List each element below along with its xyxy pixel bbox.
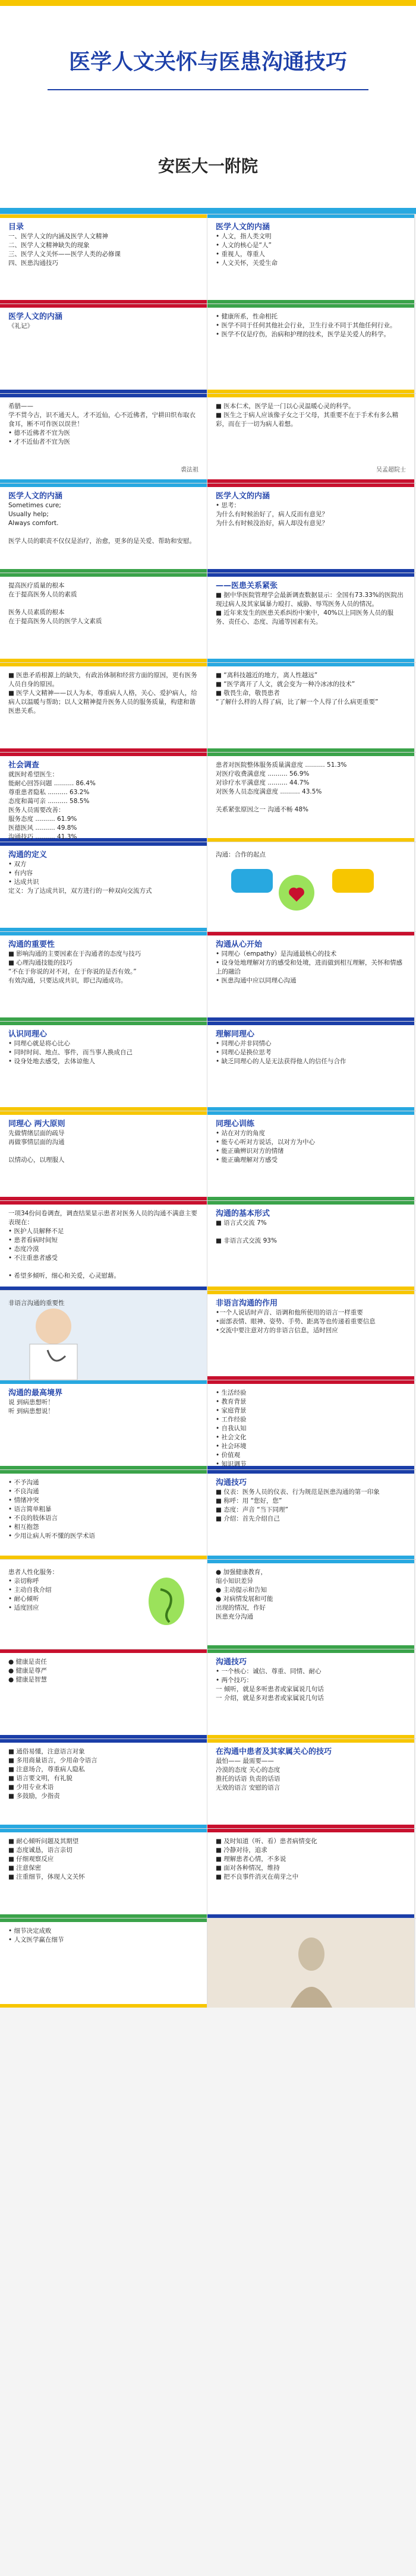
slide-thumbnail[interactable]: [207, 1380, 415, 1469]
slide-row: [0, 1200, 416, 1290]
slide-thumbnail[interactable]: [0, 753, 207, 842]
slide-accent-bar: [207, 1556, 414, 1559]
slide-body: • 不予沟通 • 不良沟通 • 情绪冲突 • 语言简单粗暴 • 不良的肢体语言 • 相互抱怨 • 少用让病人听不懂的医学术语: [8, 1479, 96, 1540]
slide-thumbnail[interactable]: [0, 842, 207, 931]
slide-row: [0, 1021, 416, 1111]
slide-thumbnail[interactable]: [0, 304, 207, 393]
slide-thumbnail[interactable]: [207, 1560, 415, 1649]
page-title: 医学人文关怀与医患沟通技巧: [68, 50, 347, 74]
slide-body: • 细节决定成败 • 人文医学赢在细节: [8, 1927, 64, 1943]
slide-accent-bar: [0, 569, 207, 573]
slide-accent-bar: [207, 1380, 414, 1384]
slide-row: [0, 842, 416, 931]
slide-accent-bar: [0, 753, 207, 756]
slide-accent-bar: [0, 1735, 207, 1739]
slide-body: ■ 耐心倾听问题及其期望 ■ 态度诚恳，语言亲切 ■ 仔细观察反应 ■ 注意保密 ■ 注重细节，体现人文关怀: [8, 1838, 85, 1880]
slide-body: 一项34份问卷调查，调查结果显示患者对医务人员的沟通不满意主要表现在： • 医护人员解释不足 • 患者看病时间短 • 态度冷漠 • 不注重患者感受 • 希望多倾听，细心和关爱，心灵慰藉。: [8, 1210, 197, 1279]
slide-accent-bar: [207, 748, 414, 752]
accent-bar: [0, 208, 416, 214]
slide-thumbnail[interactable]: [0, 1380, 207, 1469]
slide-thumbnail[interactable]: [207, 1470, 415, 1559]
slide-thumbnail[interactable]: [0, 1649, 207, 1739]
slide-row: [0, 752, 416, 842]
slide-body: • 生活经验 • 教育背景 • 家庭背景 • 工作经验 • 自我认知 • 社会文化 • 社会环境 • 价值观 • 知识调节: [216, 1389, 247, 1468]
slide-row: [0, 1649, 416, 1739]
slide-accent-bar: [0, 1380, 207, 1384]
slide-body: 患者对医院整体服务质量满意度 .......... 51.3% 对医疗收费满意度 .......... 56.9% 对诊疗水平满意度 .......... 44.7% 对医务人员态度满意度 .......... 43.5% 关系紧张原因之一 沟通不畅 48%: [216, 761, 347, 813]
slide-accent-bar: [0, 1197, 207, 1200]
slide-accent-bar: [0, 394, 207, 397]
slide-accent-bar: [0, 842, 207, 846]
slide-row: [0, 1380, 416, 1469]
slide-thumbnail[interactable]: [0, 214, 207, 304]
slide-accent-bar: [207, 1017, 414, 1021]
slide-title: 医学人文的内涵: [8, 492, 63, 501]
slide-accent-bar: [0, 1556, 207, 1559]
slide-accent-bar: [207, 300, 414, 304]
slide-thumbnail[interactable]: [0, 1470, 207, 1559]
slide-thumbnail[interactable]: [0, 394, 207, 483]
title-slide: [0, 0, 416, 214]
page-subtitle: 安医大一附院: [157, 156, 258, 176]
slide-accent-bar: [0, 573, 207, 577]
slide-accent-bar: [207, 1825, 414, 1828]
slide-accent-bar: [0, 932, 207, 935]
slide-body: •一个人说话时声音、语调和他所使用的语言一样重要 •面部表情、眼神、姿势、手势、距离等也传递着重要信息 •交流中要注意对方的非语言信息，适时回应: [216, 1309, 376, 1334]
slide-title: 同理心训练: [216, 1120, 255, 1129]
slide-row: [0, 1290, 416, 1380]
slide-accent-bar: [207, 1739, 414, 1743]
slide-accent-bar: [0, 1107, 207, 1111]
slide-row: [0, 393, 416, 483]
slide-accent-bar: [0, 1918, 207, 1922]
slide-thumbnail[interactable]: [0, 573, 207, 662]
slide-thumbnail[interactable]: [207, 1022, 415, 1111]
slide-thumbnail[interactable]: [207, 842, 415, 931]
slide-thumbnail[interactable]: [207, 932, 415, 1021]
slide-thumbnail[interactable]: [207, 1739, 415, 1828]
slide-accent-bar: [207, 1560, 414, 1563]
slide-title: 沟通的最高境界: [8, 1389, 63, 1398]
slide-accent-bar: [207, 1197, 414, 1200]
slide-title: 社会调查: [8, 761, 40, 770]
slide-accent-bar: [207, 1470, 414, 1474]
slide-title: 沟通的基本形式: [216, 1209, 270, 1218]
slide-row: [0, 483, 416, 573]
slide-accent-bar: [207, 663, 414, 666]
slide-accent-bar: [0, 1111, 207, 1115]
slide-accent-bar: [207, 1914, 414, 1918]
slide-accent-bar: [207, 479, 414, 483]
slide-accent-bar: [207, 1645, 414, 1649]
slide-accent-bar: [0, 390, 207, 393]
slide-accent-bar: [0, 1829, 207, 1832]
slide-body: ■ 语言式交流 7% ■ 非语言式交流 93%: [216, 1219, 277, 1244]
slide-title: 医学人文的内涵: [8, 312, 63, 321]
slide-body: • 一个核心：诚信、尊重、同情、耐心 • 两个技巧： 一 倾听，就是多听患者或家属说几句话 一 介绍，就是多对患者或家属说几句话: [216, 1668, 324, 1702]
slide-body: Sometimes cure; Usually help; Always comfort. 医学人员的职责不仅仅是治疗，治愈，更多的是关爱、帮助和安慰。: [8, 502, 196, 545]
slide-body: ■ 及时知道（听、看）患者病情变化 ■ 冷静对待，追求 ■ 理解患者心情，不多说 ■ 面对各种情况，维持 ■ 把不良事件消灭在萌芽之中: [216, 1838, 317, 1880]
slide-accent-bar: [207, 932, 414, 935]
slide-row: [0, 662, 416, 752]
slide-body: ■ 仪表：医务人员的仪表、行为规范是医患沟通的第一印象 ■ 称呼：用 “您好，您” ■ 态度：声音 “当下同理” ■ 介绍：首先介绍自己: [216, 1488, 380, 1522]
slide-body: • 思考： 为什么有时候治好了，病人反而有意见？ 为什么有时候没治好，病人却没有意见？: [216, 502, 328, 527]
slide-thumbnail[interactable]: [207, 1829, 415, 1918]
slide-body: 最怕—— 最需要—— 冷漠的态度 关心的态度 推托的话语 负责的话语 无效的语言 安慰的语言: [216, 1758, 281, 1791]
slide-title: 医学人文的内涵: [216, 223, 270, 232]
slide-body: • 站在对方的角度 • 能专心听对方说话，以对方为中心 • 能正确辨识对方的情绪 • 能正确理解对方感受: [216, 1130, 316, 1164]
slide-accent-bar: [0, 479, 207, 483]
slide-body: 沟通：合作的起点: [216, 851, 266, 858]
slide-body: 说 到病患想听！ 听 到病患想说！: [8, 1399, 54, 1415]
slide-accent-bar: [0, 748, 207, 752]
slide-accent-bar: [0, 659, 207, 662]
slide-thumbnail[interactable]: [207, 573, 415, 662]
slide-body: 一、医学人文的内涵及医学人文精神 二、医学人文精神缺失的现象 三、医学人文关怀——医学人类的必修课 四、医患沟通技巧: [8, 233, 121, 267]
slide-thumbnail[interactable]: [0, 1829, 207, 1918]
slide-row: [0, 1739, 416, 1828]
slide-row: [0, 1111, 416, 1200]
slide-thumbnail[interactable]: [0, 1918, 207, 2008]
slide-accent-bar: [207, 753, 414, 756]
slide-title: 沟通技巧: [216, 1658, 247, 1667]
slide-body: 患者人性化服务： • 亲切称呼 • 主动自我介绍 • 耐心倾听 • 适度回应: [8, 1569, 58, 1611]
slide-body: • 同理心并非同情心 • 同理心是换位思考 • 缺乏同理心的人是无法获得他人的信任与合作: [216, 1040, 346, 1065]
slide-accent-bar: [207, 394, 414, 397]
slide-accent-bar: [0, 214, 207, 218]
slide-row: [0, 1828, 416, 1918]
slide-body: • 同理心就是将心比心 • 同时时间、地点、事件，而当事人换成自己 • 设身处地去感受，去体谅他人: [8, 1040, 133, 1065]
slide-title: 医学人文的内涵: [216, 492, 270, 501]
slide-thumbnail[interactable]: [207, 1291, 415, 1380]
slide-body: 希腊—— 学不贯今古，识不通天人，才不近仙，心不近佛者，宁耕田织布取衣食耳，断不可作医以误世！ • 德不近佛者不宜为医 • 才不近仙者不宜为医: [8, 403, 196, 445]
slide-title: 沟通的重要性: [8, 940, 55, 949]
slide-body: • 同理心（empathy）是沟通最核心的技术 • 设身处地理解对方的感受和处境，进而做到相互理解，关怀和情感上的融洽 • 医患沟通中应以同理心沟通: [216, 950, 403, 984]
slide-accent-bar: [0, 1470, 207, 1474]
slide-accent-bar: [207, 483, 414, 487]
slide-accent-bar: [0, 1466, 207, 1469]
slide-body: ■ 影响沟通的主要因素在于沟通者的态度与技巧 ■ 心理沟通技能的技巧 “不在于你说的对不对，在于你说的是否有效。” 有效沟通，只要达成共识，即已沟通成功。: [8, 950, 141, 984]
slide-thumbnail[interactable]: [207, 1111, 415, 1200]
slide-title: 沟通的定义: [8, 851, 48, 859]
slide-accent-bar: [0, 928, 207, 931]
slide-accent-bar: [0, 483, 207, 487]
slide-accent-bar: [207, 1735, 414, 1739]
slide-accent-bar: [0, 1201, 207, 1205]
slide-accent-bar: [0, 1825, 207, 1828]
slide-accent-bar: [207, 659, 414, 662]
slide-accent-bar: [0, 304, 207, 308]
slide-accent-bar: [207, 390, 414, 393]
slide-title: 在沟通中患者及其家属关心的技巧: [216, 1747, 332, 1756]
slide-accent-bar: [207, 214, 414, 218]
slide-row: [0, 214, 416, 304]
slide-thumbnail[interactable]: [0, 1291, 207, 1380]
slide-signature: 吴孟超院士: [376, 467, 406, 473]
slide-thumbnail[interactable]: [207, 483, 415, 573]
slide-body: 先做情绪层面的疏导 再做事情层面的沟通 以情动心，以理服人: [8, 1130, 65, 1164]
slide-thumbnail[interactable]: [207, 663, 415, 752]
statue-illustration: [207, 1918, 415, 2008]
slide-body: ● 加强健康教育， 缩小知识差异 ● 主动提示和告知 ● 对病情发展和可能 出现的情况，作好 医患充分沟通: [216, 1569, 273, 1620]
slide-thumbnail[interactable]: [207, 214, 415, 304]
slide-thumbnail[interactable]: [207, 1918, 415, 2008]
slide-body: ■ 通俗易懂，注意语言对象 ■ 多用商量语言，少用命令语言 ■ 注意场合，尊重病人隐私 ■ 语言要文明，有礼貌 ■ 少用专业术语 ■ 多鼓励，少指责: [8, 1748, 97, 1800]
slide-thumbnail[interactable]: [207, 304, 415, 393]
slide-accent-bar: [0, 663, 207, 666]
slide-thumbnail[interactable]: [207, 394, 415, 483]
slide-thumbnail[interactable]: [207, 1201, 415, 1290]
slide-body: 非语言沟通的重要性: [8, 1300, 65, 1307]
slide-signature: 裘法祖: [181, 467, 198, 473]
slide-thumbnail[interactable]: [0, 1111, 207, 1200]
slide-row: [0, 1559, 416, 1649]
slide-accent-bar: [0, 2004, 207, 2008]
title-divider: [48, 89, 368, 90]
slide-body: • 人文，指人类文明 • 人文的核心是“人” • 重视人，尊重人 • 人文关怀，关爱生命: [216, 233, 278, 267]
slide-body: 《礼记》: [8, 323, 33, 330]
slide-accent-bar: [207, 1022, 414, 1025]
slide-thumbnail[interactable]: [0, 932, 207, 1021]
slide-accent-bar: [0, 1017, 207, 1021]
slide-title: 沟通从心开始: [216, 940, 263, 949]
slide-title: 理解同理心: [216, 1030, 255, 1039]
slide-row: [0, 1469, 416, 1559]
slide-accent-bar: [207, 1287, 414, 1290]
slide-thumbnail[interactable]: [0, 1201, 207, 1290]
slide-thumbnail[interactable]: [0, 1022, 207, 1111]
slide-body: 提高医疗质量的根本 在于提高医务人员的素质 医务人员素质的根本 在于提高医务人员的医学人文素质: [8, 582, 102, 625]
slide-body: ■ “离科技越近的地方，离人性越远” ■ “医学离开了人文，就会变为一种冷冰冰的技术” ■ 敬畏生命，敬畏患者 “了解什么样的人得了病，比了解一个人得了什么病更重要”: [216, 672, 379, 706]
slide-accent-bar: [207, 569, 414, 573]
slide-accent-bar: [0, 1739, 207, 1743]
slide-title: 认识同理心: [8, 1030, 48, 1039]
slide-body: 就医时希望医生： 能耐心回答问题 .......... 86.4% 尊重患者隐私 .......... 63.2% 态度和蔼可亲 .......... 58.5% 医务人员需要改善： 服务态度 .......... 61.9% 医德医风 .......... 49.8% 沟通技巧 .......... 41.3%: [8, 771, 96, 840]
slide-thumbnail[interactable]: [0, 483, 207, 573]
slide-body: ● 健康是责任 ● 健康是尊严 ● 健康是智慧: [8, 1658, 47, 1683]
slide-row: [0, 304, 416, 393]
slide-body: ■ 医本仁术，医学是一门以心灵温暖心灵的科学。 ■ 医生之于病人应该像子女之于父母，其重要不在于手术有多么精彩，而在于一切为病人着想。: [216, 403, 399, 428]
slide-accent-bar: [207, 1829, 414, 1832]
slide-thumbnail[interactable]: [207, 753, 415, 842]
slide-accent-bar: [207, 1107, 414, 1111]
slide-accent-bar: [207, 1649, 414, 1653]
slide-title: 目录: [8, 223, 24, 232]
slide-accent-bar: [207, 1291, 414, 1294]
slide-accent-bar: [0, 1022, 207, 1025]
slide-body: ■ 据中华医院管理学会最新调查数据显示：全国有73.33%的医院出现过病人及其家属暴力殴打、威胁、辱骂医务人员的情况。 ■ 近年来发生的医患关系纠纷中案中，40%以上同医务人员的服务、责任心、态度、沟通等因素有关。: [216, 592, 404, 625]
slide-body: • 双方 • 有内容 • 达成共识 定义：为了达成共识，双方进行的一种双向交流方式: [8, 861, 152, 895]
slide-accent-bar: [207, 838, 414, 842]
slide-title: ——医患关系紧张: [216, 581, 278, 590]
slide-row: [0, 931, 416, 1021]
slide-accent-bar: [207, 1111, 414, 1115]
accent-bar: [0, 0, 416, 6]
slide-accent-bar: [207, 304, 414, 308]
slide-row: [0, 573, 416, 662]
slide-title: 非语言沟通的作用: [216, 1299, 278, 1308]
slide-body: ■ 医患矛盾根源上的缺失，有政治体制和经营方面的原因，更有医务人员自身的原因。 ■ 医学人文精神——以人为本，尊重病人人格，关心、爱护病人，给病人以温暖与帮助；以人文精神提升医务人员的服务质量，构建和谐医患关系。: [8, 672, 197, 715]
slide-accent-bar: [207, 1376, 414, 1380]
slide-thumbnail[interactable]: [207, 1649, 415, 1739]
slide-thumbnail[interactable]: [0, 1560, 207, 1649]
slide-title: 同理心 两大原则: [8, 1120, 65, 1129]
slide-accent-bar: [207, 1201, 414, 1205]
slide-body: • 健康所系，性命相托 • 医学不同于任何其他社会行业，卫生行业不同于其他任何行业。 • 医学不仅是疗伤，治病和护理的技术，医学是关爱人的科学。: [216, 313, 396, 338]
slide-accent-bar: [0, 1649, 207, 1653]
slide-thumbnail[interactable]: [0, 663, 207, 752]
slide-accent-bar: [0, 1287, 207, 1290]
slide-title: 沟通技巧: [216, 1478, 247, 1487]
slide-accent-bar: [207, 573, 414, 577]
slide-row: [0, 1918, 416, 2008]
slide-accent-bar: [0, 1914, 207, 1918]
slide-accent-bar: [0, 300, 207, 304]
slide-grid: [0, 214, 416, 2008]
slide-thumbnail[interactable]: [0, 1739, 207, 1828]
